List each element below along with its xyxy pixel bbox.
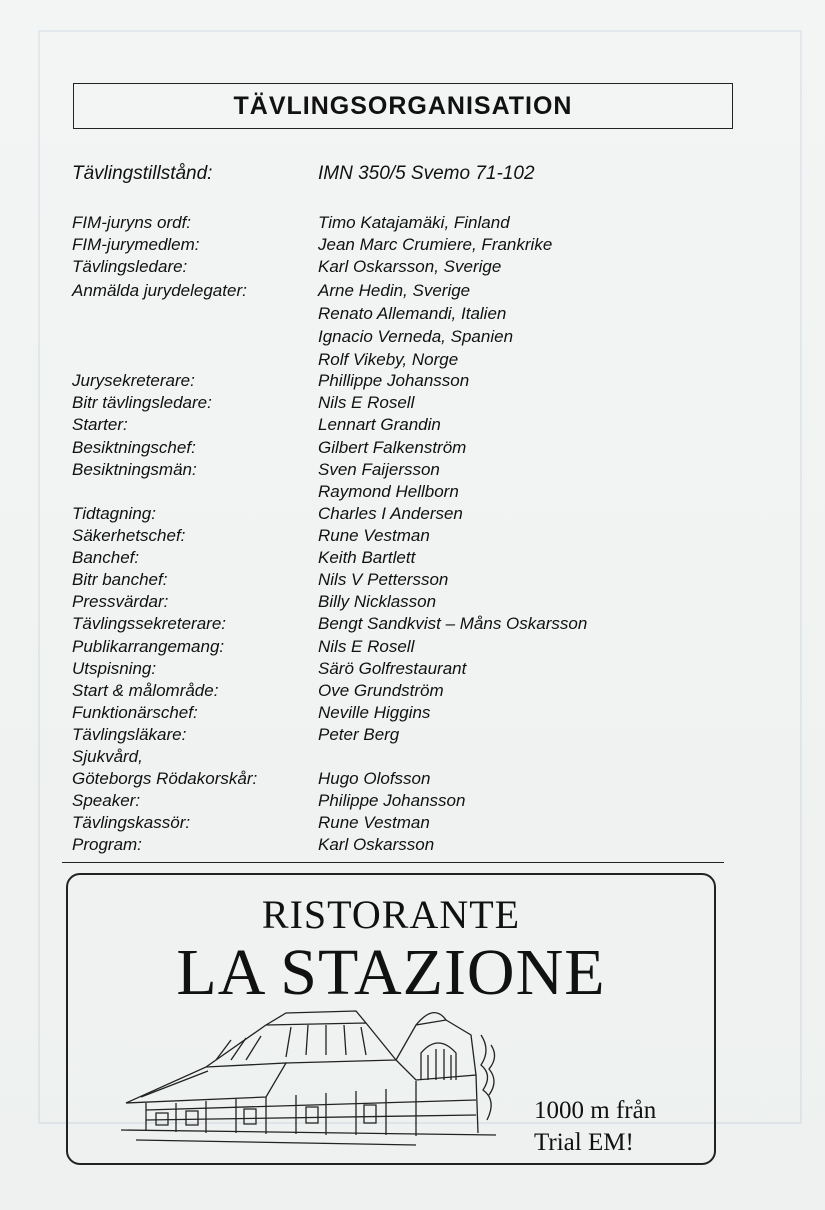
official-row xyxy=(0,636,825,658)
official-name: Rune Vestman xyxy=(318,813,430,832)
official-name: Raymond Hellborn xyxy=(318,482,459,501)
official-name: Lennart Grandin xyxy=(318,415,441,434)
official-name: Peter Berg xyxy=(318,725,400,744)
official-role: Jurysekreterare: xyxy=(72,371,195,390)
official-row xyxy=(0,702,825,724)
official-role: Sjukvård, xyxy=(72,747,143,766)
official-row xyxy=(0,326,825,348)
official-name: Rune Vestman xyxy=(318,526,430,545)
official-row xyxy=(0,724,825,746)
official-role: Säkerhetschef: xyxy=(72,526,186,545)
official-role: Pressvärdar: xyxy=(72,592,169,611)
official-name: Neville Higgins xyxy=(318,703,431,722)
official-row xyxy=(0,812,825,834)
official-role: Tidtagning: xyxy=(72,504,156,523)
official-row xyxy=(0,234,825,256)
official-role: Start & målområde: xyxy=(72,681,219,700)
official-name: Arne Hedin, Sverige xyxy=(318,281,471,300)
official-role: Tävlingssekreterare: xyxy=(72,614,227,633)
official-row xyxy=(0,212,825,234)
official-row xyxy=(0,392,825,414)
official-name: Bengt Sandkvist – Måns Oskarsson xyxy=(318,614,588,633)
official-row xyxy=(0,503,825,525)
official-name: Sven Faijersson xyxy=(318,460,440,479)
official-row xyxy=(0,768,825,790)
ad-ristorante: RISTORANTE xyxy=(261,892,521,937)
official-role: Publikarrangemang: xyxy=(72,637,225,656)
official-row xyxy=(0,658,825,680)
official-row xyxy=(0,481,825,503)
official-role: Bitr banchef: xyxy=(72,570,168,589)
official-row xyxy=(0,349,825,371)
permit-label: Tävlingstillstånd: xyxy=(72,163,213,184)
official-name: Renato Allemandi, Italien xyxy=(318,304,507,323)
permit-value: IMN 350/5 Svemo 71-102 xyxy=(318,163,535,184)
official-name: Ignacio Verneda, Spanien xyxy=(318,327,514,346)
official-row xyxy=(0,569,825,591)
page-heading: TÄVLINGSORGANISATION xyxy=(233,91,573,120)
official-role: Tävlingskassör: xyxy=(72,813,191,832)
ad-restaurant-name: LA STAZIONE xyxy=(176,936,606,1009)
official-role: Bitr tävlingsledare: xyxy=(72,393,212,412)
station-building-illustration xyxy=(116,1005,526,1160)
official-name: Karl Oskarsson xyxy=(318,835,435,854)
official-role: Speaker: xyxy=(72,791,141,810)
official-role: Starter: xyxy=(72,415,128,434)
restaurant-ad xyxy=(66,873,716,1165)
official-name: Jean Marc Crumiere, Frankrike xyxy=(318,235,553,254)
official-row xyxy=(0,547,825,569)
official-row xyxy=(0,437,825,459)
official-name: Nils E Rosell xyxy=(318,637,415,656)
official-role: Tävlingsledare: xyxy=(72,257,188,276)
official-name: Charles I Andersen xyxy=(318,504,463,523)
official-name: Ove Grundström xyxy=(318,681,444,700)
official-role: Tävlingsläkare: xyxy=(72,725,187,744)
official-name: Keith Bartlett xyxy=(318,548,416,567)
official-role: Funktionärschef: xyxy=(72,703,198,722)
official-name: Timo Katajamäki, Finland xyxy=(318,213,510,232)
official-row xyxy=(0,303,825,325)
official-name: Särö Golfrestaurant xyxy=(318,659,467,678)
official-role: Utspisning: xyxy=(72,659,157,678)
official-role: FIM-jurymedlem: xyxy=(72,235,200,254)
official-name: Billy Nicklasson xyxy=(318,592,437,611)
official-name: Nils V Pettersson xyxy=(318,570,449,589)
official-row xyxy=(0,256,825,278)
official-name: Rolf Vikeby, Norge xyxy=(318,350,459,369)
official-row xyxy=(0,414,825,436)
official-row xyxy=(0,370,825,392)
official-role: Besiktningschef: xyxy=(72,438,196,457)
ad-distance-note xyxy=(534,1095,656,1159)
official-row xyxy=(0,746,825,768)
divider-rule xyxy=(62,862,724,863)
official-role: FIM-juryns ordf: xyxy=(72,213,192,232)
official-row xyxy=(0,834,825,856)
heading-box xyxy=(73,83,733,129)
official-role: Banchef: xyxy=(72,548,140,567)
official-name: Gilbert Falkenström xyxy=(318,438,467,457)
ad-distance-line1: 1000 m från xyxy=(534,1097,657,1124)
official-role: Göteborgs Rödakorskår: xyxy=(72,769,258,788)
official-row xyxy=(0,525,825,547)
official-row xyxy=(0,459,825,481)
official-row xyxy=(0,680,825,702)
official-row xyxy=(0,790,825,812)
official-name: Karl Oskarsson, Sverige xyxy=(318,257,502,276)
official-row xyxy=(0,280,825,302)
official-name: Nils E Rosell xyxy=(318,393,415,412)
official-role: Program: xyxy=(72,835,142,854)
official-name: Philippe Johansson xyxy=(318,791,466,810)
official-role: Anmälda jurydelegater: xyxy=(72,281,247,300)
official-name: Phillippe Johansson xyxy=(318,371,470,390)
official-row xyxy=(0,613,825,635)
official-role: Besiktningsmän: xyxy=(72,460,197,479)
official-row xyxy=(0,591,825,613)
permit-row xyxy=(0,163,825,185)
official-name: Hugo Olofsson xyxy=(318,769,431,788)
ad-distance-line2: Trial EM! xyxy=(534,1129,634,1156)
